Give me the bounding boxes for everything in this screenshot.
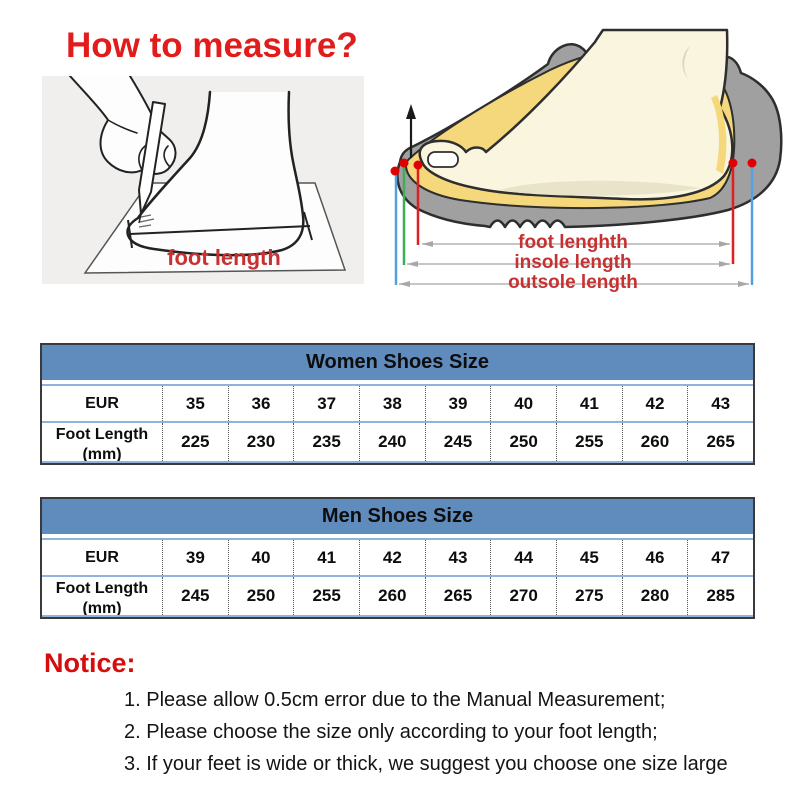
notice-heading: Notice: xyxy=(44,648,136,678)
row-label xyxy=(42,423,162,461)
notice-list xyxy=(124,684,774,780)
size-cell: 47 xyxy=(687,540,753,575)
row-label xyxy=(42,577,162,615)
size-cell: 40 xyxy=(490,386,556,421)
foot-length-label: foot length xyxy=(167,245,281,270)
length-cell: 245 xyxy=(162,577,228,615)
row-label: EUR xyxy=(85,394,119,412)
size-cell: 42 xyxy=(359,540,425,575)
size-cell: 45 xyxy=(556,540,622,575)
length-cell: 225 xyxy=(162,423,228,461)
length-cell: 240 xyxy=(359,423,425,461)
size-cell: 41 xyxy=(293,540,359,575)
length-cell: 235 xyxy=(293,423,359,461)
shoe-label-outsole-length: outsole length xyxy=(508,272,638,293)
size-cell: 43 xyxy=(687,386,753,421)
size-cell: 46 xyxy=(622,540,688,575)
length-cell: 255 xyxy=(556,423,622,461)
size-cell: 44 xyxy=(490,540,556,575)
women-size-table xyxy=(40,343,755,465)
length-cell: 265 xyxy=(687,423,753,461)
length-cell: 245 xyxy=(425,423,491,461)
size-cell: 43 xyxy=(425,540,491,575)
toenail xyxy=(428,152,458,167)
length-cell: 260 xyxy=(622,423,688,461)
length-cell: 250 xyxy=(490,423,556,461)
length-label-line2: (mm) xyxy=(82,446,122,461)
men-eur-row xyxy=(42,538,753,575)
size-cell: 38 xyxy=(359,386,425,421)
size-cell: 42 xyxy=(622,386,688,421)
size-cell: 39 xyxy=(425,386,491,421)
length-label-line2: (mm) xyxy=(82,600,122,615)
men-table-title: Men Shoes Size xyxy=(42,499,753,538)
length-cell: 275 xyxy=(556,577,622,615)
length-cell: 270 xyxy=(490,577,556,615)
length-label-line1: Foot Length xyxy=(55,580,149,597)
size-cell: 35 xyxy=(162,386,228,421)
size-cell: 41 xyxy=(556,386,622,421)
notice-item: 2. Please choose the size only according to your foot length; xyxy=(124,721,658,743)
women-length-row xyxy=(42,421,753,463)
length-cell: 285 xyxy=(687,577,753,615)
length-label-line1: Foot Length xyxy=(55,426,149,443)
notice-item: 1. Please allow 0.5cm error due to the Manual Measurement; xyxy=(124,689,666,711)
notice-item: 3. If your feet is wide or thick, we suggest you choose one size large xyxy=(124,753,728,775)
size-cell: 36 xyxy=(228,386,294,421)
length-cell: 260 xyxy=(359,577,425,615)
women-eur-row xyxy=(42,384,753,421)
length-cell: 250 xyxy=(228,577,294,615)
size-cell: 37 xyxy=(293,386,359,421)
men-length-row xyxy=(42,575,753,617)
women-table-title: Women Shoes Size xyxy=(42,345,753,384)
shoe-label-foot-length: foot lenghth xyxy=(518,232,628,253)
toe-up-arrow-head xyxy=(406,104,416,119)
length-cell: 255 xyxy=(293,577,359,615)
length-cell: 265 xyxy=(425,577,491,615)
size-cell: 40 xyxy=(228,540,294,575)
men-size-table xyxy=(40,497,755,619)
length-cell: 230 xyxy=(228,423,294,461)
page-title: How to measure? xyxy=(66,26,358,65)
shoe-label-insole-length: insole length xyxy=(514,252,632,273)
row-label: EUR xyxy=(85,548,119,566)
size-cell: 39 xyxy=(162,540,228,575)
length-cell: 280 xyxy=(622,577,688,615)
